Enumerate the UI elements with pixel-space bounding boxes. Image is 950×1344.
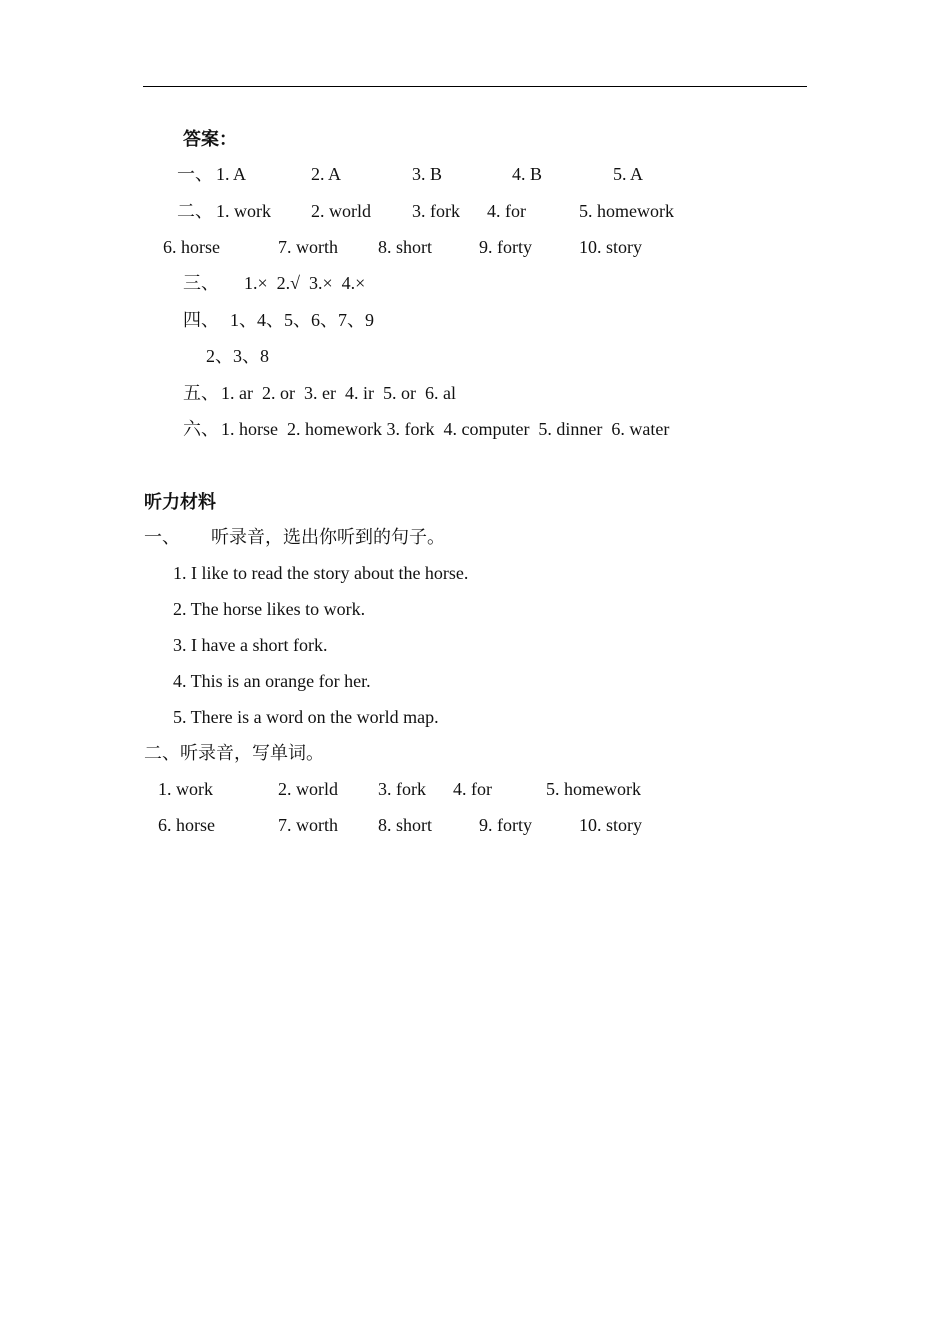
listening-word: 4. for: [453, 779, 492, 799]
answer-s3-prefix: 三、: [183, 273, 219, 293]
answer-item: 3. fork: [412, 201, 460, 221]
answer-item: 3. B: [412, 164, 443, 184]
listening-word: 5. homework: [546, 779, 641, 799]
answer-item: 5. A: [613, 164, 644, 184]
listening-part2-instruction: 二、听录音，写单词。: [144, 743, 324, 763]
answer-item: 8. short: [378, 237, 432, 257]
answers-heading: 答案：: [183, 129, 237, 149]
answer-s2-prefix: 二、: [177, 201, 213, 221]
listening-word: 8. short: [378, 815, 432, 835]
answer-s5-text: 1. ar 2. or 3. er 4. ir 5. or 6. al: [221, 383, 456, 403]
listening-sentence: 4. This is an orange for her.: [173, 671, 371, 691]
answer-item: 2. world: [311, 201, 371, 221]
listening-sentence: 2. The horse likes to work.: [173, 599, 366, 619]
answer-item: 10. story: [579, 237, 642, 257]
listening-word: 1. work: [158, 779, 213, 799]
answer-s4-prefix: 四、: [183, 310, 219, 330]
listening-sentence: 3. I have a short fork.: [173, 635, 328, 655]
answer-item: 1. work: [216, 201, 271, 221]
listening-word: 10. story: [579, 815, 642, 835]
header-rule: [143, 86, 807, 87]
answer-item: 7. worth: [278, 237, 338, 257]
answer-item: 4. for: [487, 201, 526, 221]
answer-item: 2. A: [311, 164, 342, 184]
listening-word: 3. fork: [378, 779, 426, 799]
listening-word: 9. forty: [479, 815, 532, 835]
listening-part1-instruction: 听录音，选出你听到的句子。: [211, 527, 445, 547]
answer-s4-line1: 1、4、5、6、7、9: [230, 310, 374, 330]
listening-heading: 听力材料: [144, 492, 216, 512]
listening-sentence: 5. There is a word on the world map.: [173, 707, 439, 727]
answer-item: 4. B: [512, 164, 543, 184]
answer-s6-prefix: 六、: [183, 419, 219, 439]
answer-s4-line2: 2、3、8: [206, 346, 269, 366]
answer-item: 1. A: [216, 164, 247, 184]
listening-word: 7. worth: [278, 815, 338, 835]
listening-sentence: 1. I like to read the story about the horse.: [173, 563, 469, 583]
answer-s3-text: 1.× 2.√ 3.× 4.×: [244, 273, 366, 293]
answer-s1-prefix: 一、: [177, 164, 213, 184]
listening-word: 6. horse: [158, 815, 215, 835]
answer-item: 9. forty: [479, 237, 532, 257]
answer-item: 6. horse: [163, 237, 220, 257]
answer-s6-text: 1. horse 2. homework 3. fork 4. computer 5. dinner 6. water: [221, 419, 670, 439]
answer-s5-prefix: 五、: [183, 383, 219, 403]
answer-item: 5. homework: [579, 201, 674, 221]
listening-part1-prefix: 一、: [144, 527, 180, 547]
listening-word: 2. world: [278, 779, 338, 799]
